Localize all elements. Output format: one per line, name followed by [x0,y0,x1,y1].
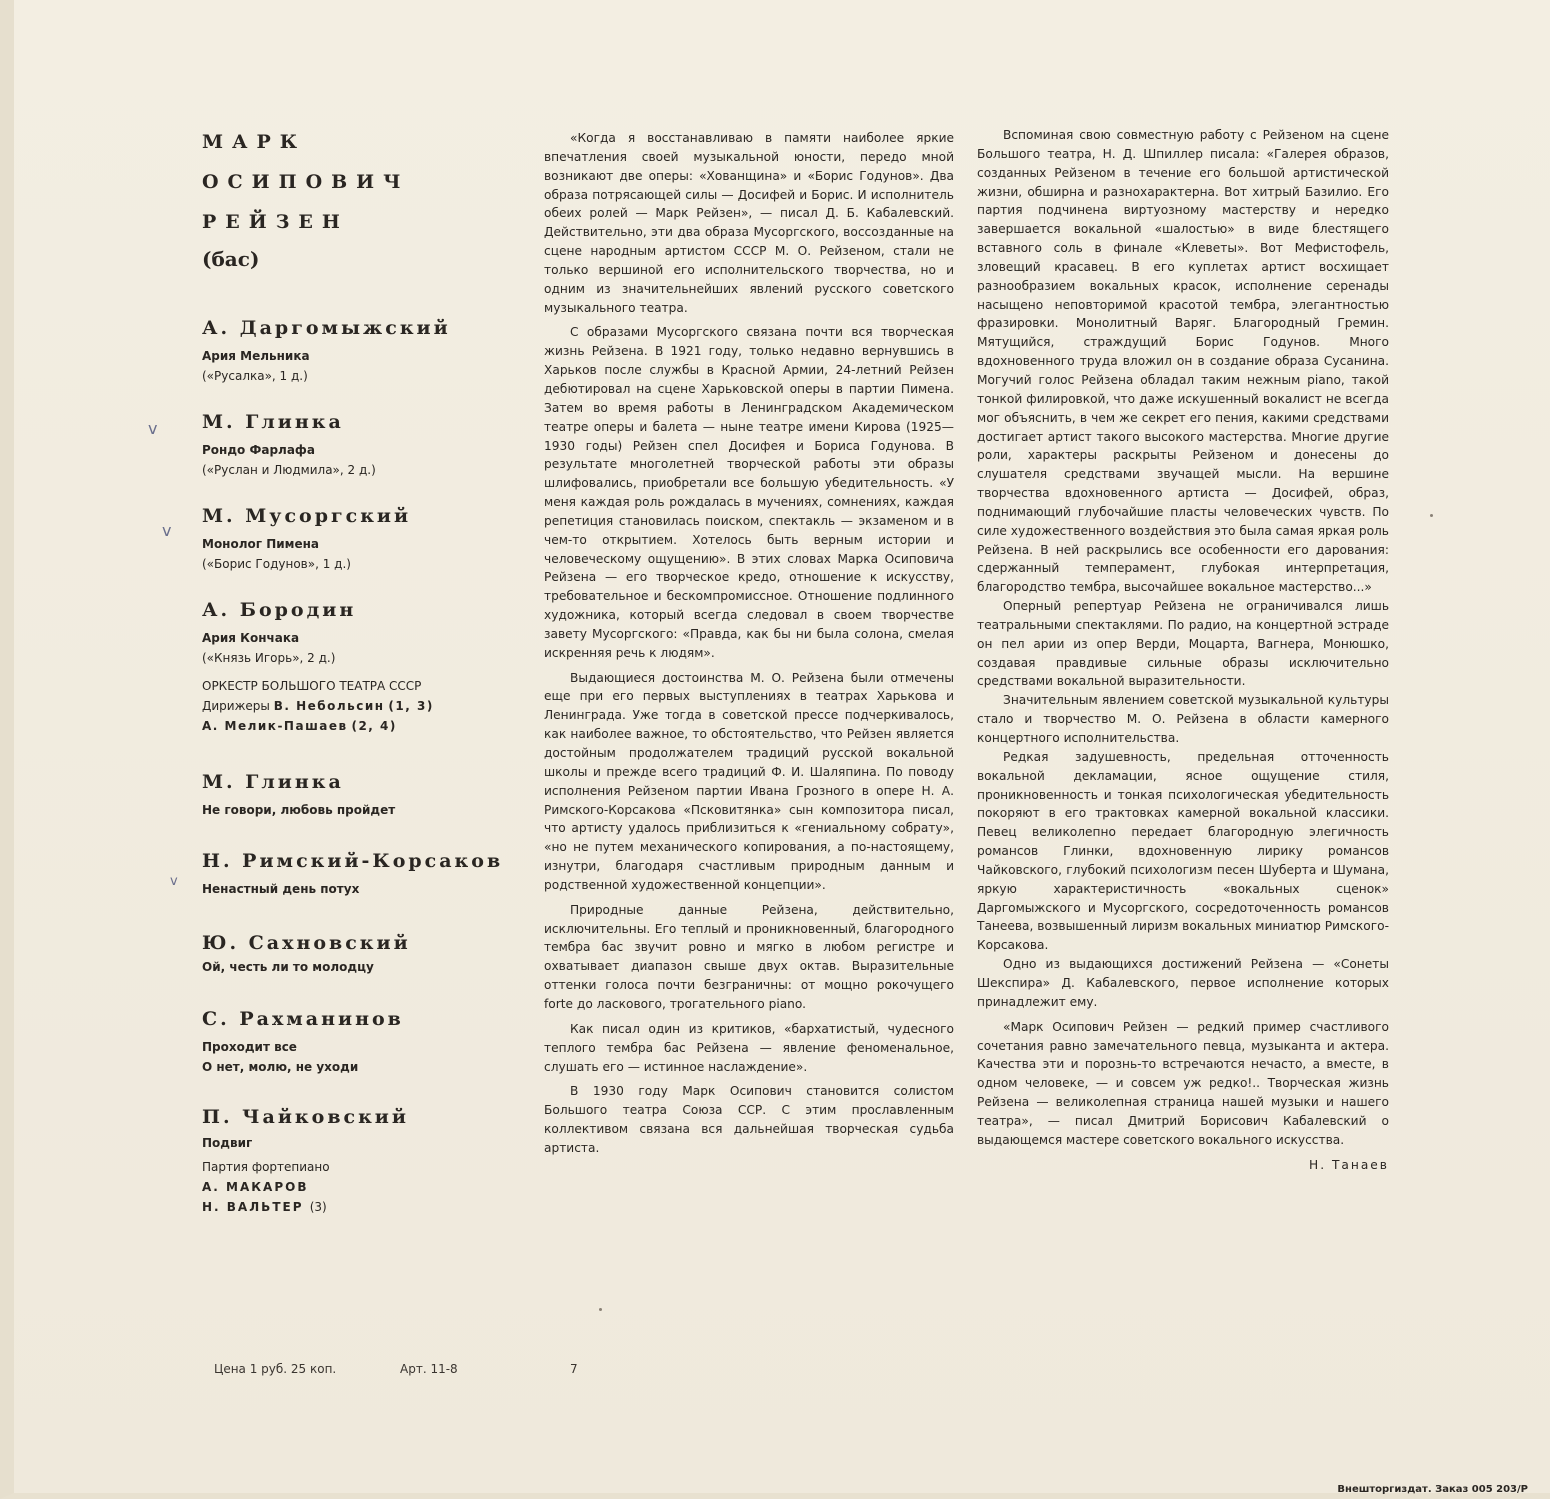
paragraph: Как писал один из критиков, «бархатистый, чудесного теплого тембра бас Рейзена — явление феноменальное, слушать его — истинное наслаждение». [544,1021,954,1074]
paragraph: Оперный репертуар Рейзена не ограничивался лишь театральными спектаклями. По радио, на концертной эстраде он пел арии из опер Верди, Моцарта, Вагнера, Монюшко, создавая правдивые сильные образы исключительно средствами вокальной выразительности. [977,599,1389,689]
work-source: («Руслан и Людмила», 2 д.) [202,463,376,477]
artist-voice: (бас) [202,247,260,271]
track-2 [202,408,502,480]
artist-last-name: РЕЙЗЕН [202,211,349,233]
conductor-line-2 [202,716,502,736]
paragraph: Выдающиеся достоинства М. О. Рейзена были отмечены еще при его первых выступлениях в театрах Харькова и Ленинграда. Уже тогда в советской прессе подчеркивалось, как наиболее важное, то обстоятельство, что Рейзен является достойным продолжателем традиций русской вокальной школы и прежде всего традиций Ф. И. Шаляпина. По поводу исполнения Рейзеном партии Ивана Грозного в опере Н. А. Римского-Корсакова «Псковитянка» сын композитора писал, что артисту удалось приблизиться к «гениальному собрату», «но не путем механического копирования, а по-настоящему, изнутри, благодаря счастливым природным данным и родственной художественной концепции». [544,670,954,892]
work-title: Не говори, любовь пройдет [202,803,396,817]
check-mark: v [148,419,158,438]
publisher-imprint: Внешторгиздат. Заказ 005 203/Р [1337,1484,1528,1495]
track-1 [202,314,502,386]
work-source: («Князь Игорь», 2 д.) [202,651,336,665]
work-title: Проходит все [202,1040,297,1054]
work-title: Ария Кончака [202,631,300,645]
artist-first-name: МАРК [202,131,307,153]
conductors-label: Дирижеры [202,699,270,713]
check-mark: v [162,521,172,540]
orchestra-credits [202,676,502,736]
liner-notes-column-1 [544,129,954,1158]
conductor-2-tracks: (2, 4) [351,719,397,733]
paper-speck [1430,514,1433,517]
composer: Ю. Сахновский [202,932,411,954]
track-listing [202,128,502,1217]
article-number: Арт. 11-8 [400,1362,458,1376]
paragraph: Редкая задушевность, предельная отточенность вокальной декламации, ясное ощущение стиля, проникновенность и тонкая психологическая убедительность покоряют в его трактовках камерной вокальной классики. Певец великолепно передает благородную элегичность романсов Глинки, вдохновенную лирику романсов Чайковского, глубокий психологизм песен Шуберта и Шумана, яркую характеристичность «вокальных сценок» Даргомыжского и Мусоргского, сосредоточенность романсов Танеева, возвышенный лиризм вокальных миниатюр Римского-Корсакова. [977,749,1389,953]
work-title: Ненастный день потух [202,882,360,896]
paragraph: С образами Мусоргского связана почти вся творческая жизнь Рейзена. В 1921 году, только недавно вернувшись в Харьков после службы в Красной Армии, 24-летний Рейзен дебютировал на сцене Харьковской оперы в партии Пимена. Затем во время работы в Ленинградском Академическом театре оперы и балета — ныне театре имени Кирова (1925—1930 годы) Рейзен спел Досифея и Бориса Годунова. В результате многолетней творческой работы эти образы шлифовались, приобретали все большую убедительность. «У меня каждая роль рождалась в мучениях, сомнениях, каждая репетиция становилась поиском, спектакль — экзаменом и в чем-то открытием. Хотелось быть верным истории и человеческому ощущению». В этих словах Марка Осиповича Рейзена — его творческое кредо, отношение к искусству, требовательное и бескомпромиссное. Отношение подлинного художника, который всегда следовал в своем творчестве завету Мусоргского: «Правда, как бы ни была солона, смелая искренняя речь к людям». [544,325,954,660]
page-number: 7 [570,1362,578,1376]
work-source: («Русалка», 1 д.) [202,369,308,383]
price: Цена 1 руб. 25 коп. [214,1362,337,1376]
conductor-1-tracks: (1, 3) [388,699,434,713]
track-3 [202,502,502,574]
pianist-2-tracks: (3) [309,1200,327,1214]
paragraph: В 1930 году Марк Осипович становится солистом Большого театра Союза ССР. С этим прославленным коллективом связана вся дальнейшая творческая судьба артиста. [544,1084,954,1155]
work-title: Подвиг [202,1136,253,1150]
paragraph: Природные данные Рейзена, действительно, исключительны. Его теплый и проникновенный, благородного тембра бас звучит ровно и мягко в любом регистре и охватывает диапазон свыше двух октав. Выразительные оттенки голоса почти безграничны: от мощно рокочущего forte до ласкового, трогательного piano. [544,902,954,1011]
composer: Н. Римский-Корсаков [202,850,504,872]
track-4 [202,596,502,668]
liner-notes-column-2 [977,126,1389,1174]
paper-speck [599,1308,602,1311]
composer: С. Рахманинов [202,1008,404,1030]
pianist-2-line [202,1197,502,1217]
paragraph: «Когда я восстанавливаю в памяти наиболее яркие впечатления своей музыкальной юности, передо мной возникают две оперы: «Хованщина» и «Борис Годунов». Два образа потрясающей силы — Досифей и Борис. И исполнитель обеих ролей — Марк Рейзен», — писал Д. Б. Кабалевский. Действительно, эти два образа Мусоргского, воссозданные на сцене народным артистом СССР М. О. Рейзеном, стали не только вершиной его исполнительского творчества, но и одним из значительнейших явлений русского советского музыкального театра. [544,131,954,315]
track-5 [202,768,502,820]
track-9 [202,1103,502,1217]
artist-patronymic: ОСИПОВИЧ [202,171,410,193]
work-title: Ария Мельника [202,349,310,363]
paragraph: Вспоминая свою совместную работу с Рейзеном на сцене Большого театра, Н. Д. Шпиллер писала: «Галерея образов, созданных Рейзеном в течение его большой артистической жизни, обширна и разнохарактерна. Вот хитрый Базилио. Его партия подчинена виртуозному мастерству и нередко завершается вокальной «шалостью» в виде блестящего вставного соль в финале «Клеветы». Вот Мефистофель, зловещий красавец. В его куплетах артист восхищает разнообразием вокальных красок, исполнение серенады насыщено неповторимой красотой тембра, элегантностью фразировки. Монолитный Варяг. Благородный Гремин. Мятущийся, страждущий Борис Годунов. Много вдохновенного труда вложил он в создание образа Сусанина. Могучий голос Рейзена обладал таким нежным piano, такой тонкой филировкой, что даже искушенный вокалист не всегда мог объяснить, в чем же секрет его пения, какими средствами достигает артист такого высокого мастерства. Многие другие роли, характеры раскрыты Рейзеном и донесены до слушателя средствами звучащей мысли. На вершине творчества вдохновенного артиста — Досифей, образ, поднимающий глубочайшие пласты человеческих чувств. По силе художественного воздействия это была самая яркая роль Рейзена. В ней раскрылись все особенности его дарования: сдержанный темперамент, глубокая интерпретация, благородство тембра, высочайшее вокальное мастерство...» [977,128,1389,595]
composer: М. Глинка [202,411,344,433]
work-source: («Борис Годунов», 1 д.) [202,557,351,571]
composer: М. Мусоргский [202,505,412,527]
orchestra-name: ОРКЕСТР БОЛЬШОГО ТЕАТРА СССР [202,679,422,693]
work-title: Монолог Пимена [202,537,319,551]
composer: А. Даргомыжский [202,317,451,339]
composer: П. Чайковский [202,1106,409,1128]
pianist-1: А. МАКАРОВ [202,1180,309,1194]
track-8 [202,1005,502,1077]
check-mark: v [170,874,178,889]
work-title-2: О нет, молю, не уходи [202,1060,359,1074]
paragraph: Одно из выдающихся достижений Рейзена — «Сонеты Шекспира» Д. Кабалевского, первое исполнение которых принадлежит ему. [977,957,1389,1009]
track-7 [202,929,502,977]
author-signature: Н. Танаев [1309,1157,1389,1172]
composer: А. Бородин [202,599,357,621]
conductor-1: В. Небольсин [273,699,385,713]
conductor-line-1 [202,696,502,716]
track-6 [202,847,502,899]
work-title: Ой, честь ли то молодцу [202,960,374,974]
conductor-2: А. Мелик-Пашаев [202,719,348,733]
paragraph: «Марк Осипович Рейзен — редкий пример счастливого сочетания равно замечательного певца, музыканта и актера. Качества эти и порознь-то встречаются нечасто, а вместе, в одном человеке, — и совсем уж редко!.. Творческая жизнь Рейзена — великолепная страница нашей музыки и нашего театра», — писал Дмитрий Борисович Кабалевский о выдающемся мастере советского вокального искусства. [977,1019,1389,1147]
paragraph: Значительным явлением советской музыкальной культуры стало и творчество М. О. Рейзена в области камерного концертного исполнительства. [977,693,1389,745]
piano-label: Партия фортепиано [202,1160,330,1174]
work-title: Рондо Фарлафа [202,443,315,457]
composer: М. Глинка [202,771,344,793]
pianist-2: Н. ВАЛЬТЕР [202,1200,304,1214]
